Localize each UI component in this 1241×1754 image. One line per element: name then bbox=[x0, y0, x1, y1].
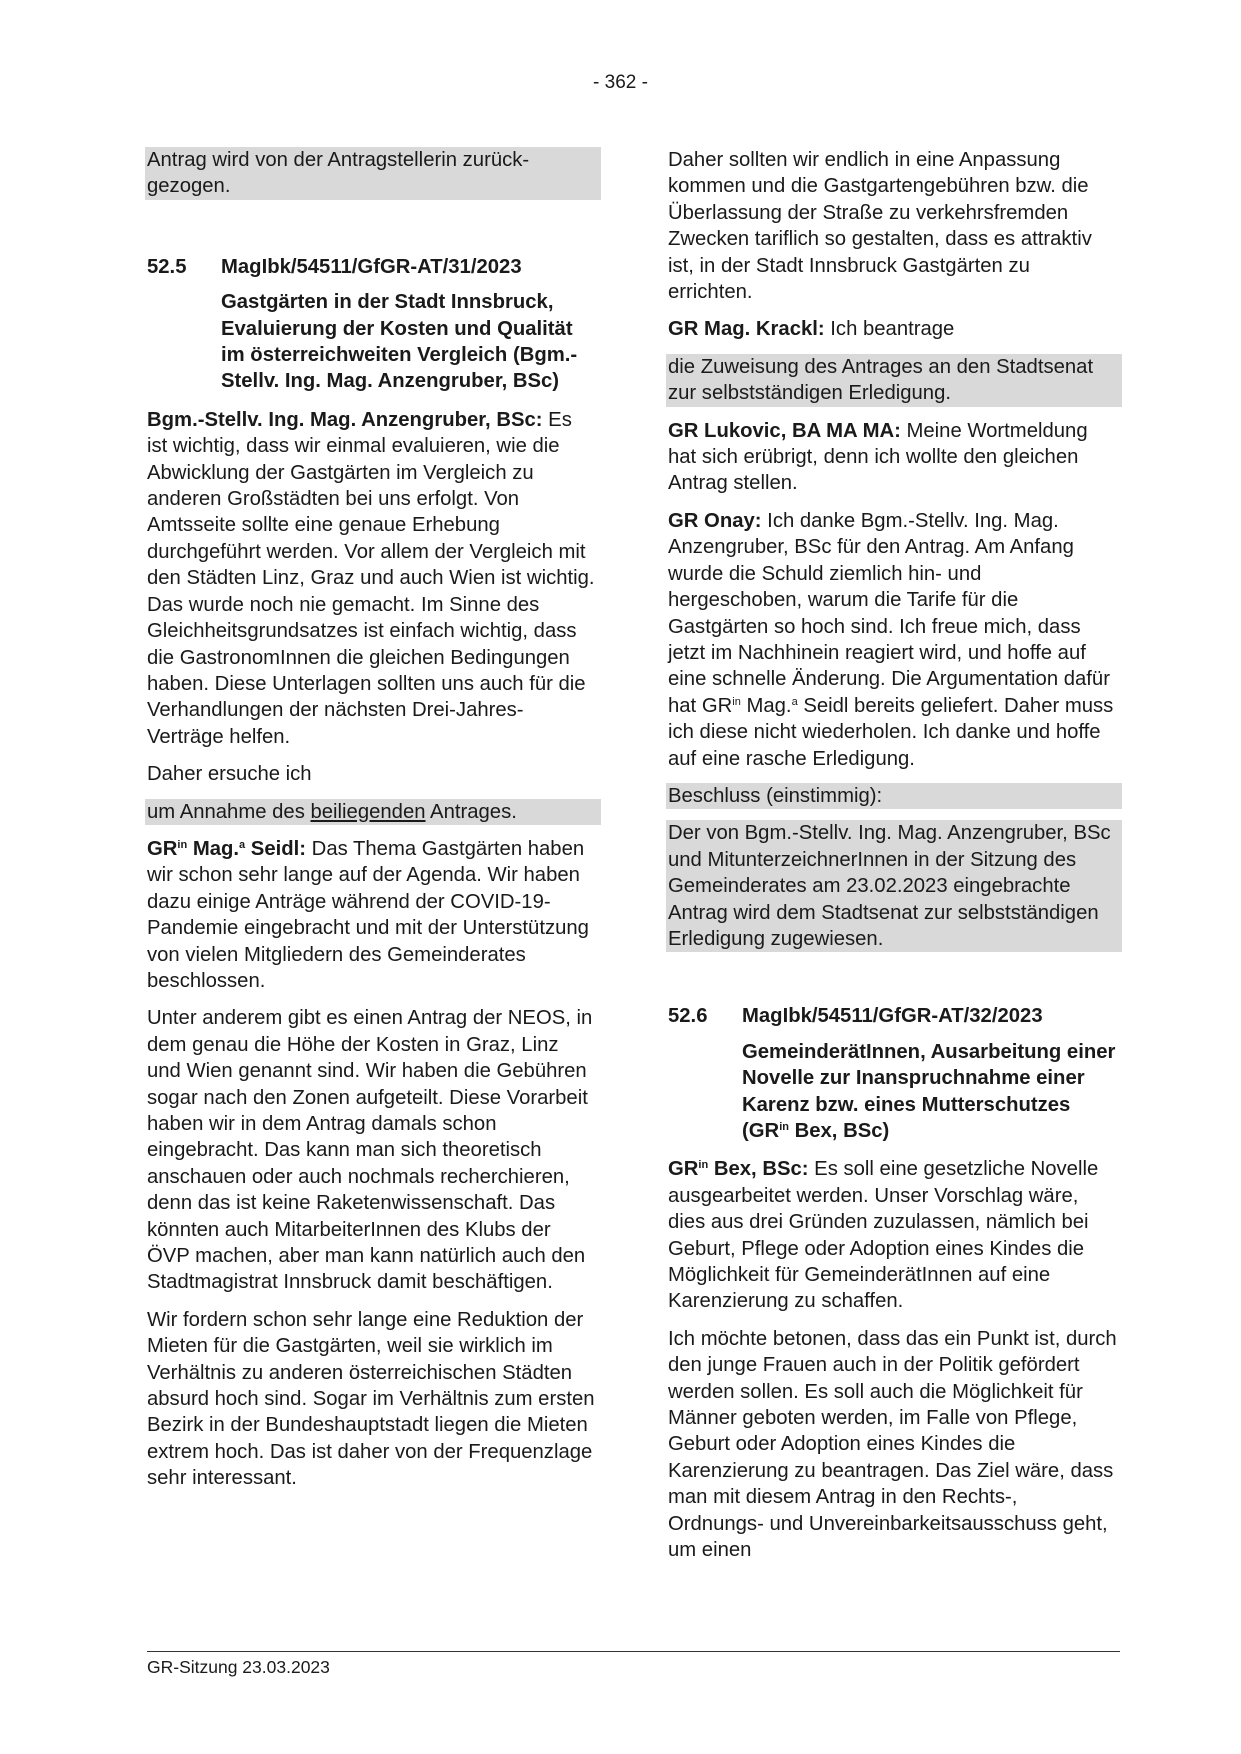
page-number: - 362 - bbox=[593, 72, 648, 93]
speech-text: Meine Wortmeldung hat sich erübrigt, denn ich wollte den gleichen Antrag stellen. bbox=[668, 419, 1088, 495]
resolution-label: Beschluss (einstimmig): bbox=[666, 783, 1122, 809]
speech-text: Es ist wichtig, dass wir einmal evaluieren, wie die Abwicklung der Gastgärten im Vergleich zu anderen Großstädten bei uns erfolgt. Von Amtsseite sollte eine genaue Erhebung durchgeführt werden. Vor allem der Vergleich mit den Städten Linz, Graz und auch Wien ist wichtig. Das wurde noch nie gemacht. Im Sinne des Gleichheitsgrundsatzes ist einfach wichtig, dass die GastronomInnen die gleichen Bedingungen haben. Diese Unterlagen sollten uns auch für die Verhandlungen der nächsten Drei-Jahres-Verträge helfen. bbox=[147, 408, 595, 748]
speech-krackl bbox=[668, 316, 1118, 342]
item-code: MagIbk/54511/GfGR-AT/31/2023 bbox=[221, 255, 522, 278]
speaker-name: GR Onay: bbox=[668, 509, 762, 532]
attachment-reference: beiliegenden bbox=[310, 800, 426, 823]
item-number: 52.5 bbox=[147, 255, 187, 278]
speech-lukovic bbox=[668, 418, 1118, 497]
item-52-6-heading bbox=[668, 1003, 1118, 1029]
speaker-name: Bgm.-Stellv. Ing. Mag. Anzengruber, BSc: bbox=[147, 408, 543, 431]
speaker-name: $GR^{in}$ Bex, BSc: bbox=[668, 1158, 809, 1181]
left-column bbox=[147, 147, 597, 1503]
speech-paragraph: Daher sollten wir endlich in eine Anpassung kommen und die Gastgartengebühren bzw. die Überlassung der Straße zu verkehrsfremden Zwecken tariflich so gestalten, dass es attraktiv ist, in der Stadt Innsbruck Gastgärten zu errichten. bbox=[668, 149, 1092, 304]
speaker-name: GR Lukovic, BA MA MA: bbox=[668, 419, 901, 442]
speaker-name: GR Mag. Krackl: bbox=[668, 318, 825, 341]
resolution-text: Der von Bgm.-Stellv. Ing. Mag. Anzengruber, BSc und MitunterzeichnerInnen in der Sitzung des Gemeinderates am 23.02.2023 eingebrachte Antrag wird dem Stadtsenat zur selbstständigen Erledigung zugewiesen. bbox=[666, 820, 1122, 952]
speech-paragraph: Ich möchte betonen, dass das ein Punkt ist, durch den junge Frauen auch in der Politik gefördert werden sollen. Es soll auch die Möglichkeit für Männer geboten werden, im Falle von Pflege, Geburt oder Adoption eines Kindes die Karenzierung zu beantragen. Das Ziel wäre, dass man mit diesem Antrag in den Rechts-, Ordnungs- und Unvereinbarkeitsausschuss geht, um einen bbox=[668, 1327, 1117, 1562]
krackl-motion: die Zuweisung des Antrages an den Stadtsenat zur selbstständigen Erledigung. bbox=[666, 354, 1122, 407]
speech-text: Es soll eine gesetzliche Novelle ausgearbeitet werden. Unser Vorschlag wäre, dies aus drei Gründen zuzulassen, nämlich bei Geburt, Pflege oder Adoption eines Kindes die Möglichkeit für GemeinderätInnen auf eine Karenzierung zu schaffen. bbox=[668, 1158, 1099, 1313]
request-motion: um Annahme des beiliegenden Antrages. bbox=[145, 799, 601, 825]
item-52-5-heading bbox=[147, 254, 597, 280]
item-title: GemeinderätInnen, Ausarbeitung einer Novelle zur Inanspruchnahme einer Karenz bzw. eines Mutterschutzes ($GR^{in}$ Bex, BSc) bbox=[742, 1040, 1116, 1142]
footer-divider bbox=[147, 1651, 1120, 1652]
item-number: 52.6 bbox=[668, 1005, 708, 1028]
speech-bex bbox=[668, 1156, 1118, 1314]
speech-anzengruber bbox=[147, 407, 597, 750]
speech-text: Das Thema Gastgärten haben wir schon sehr lange auf der Agenda. Wir haben dazu einige Anträge während der COVID-19-Pandemie eingebracht und mit der Unterstützung von vielen Mitgliedern des Gemeinderates beschlossen. bbox=[147, 837, 589, 992]
speech-onay: GR Onay: Ich danke Bgm.-Stellv. Ing. Mag. Anzengruber, BSc für den Antrag. Am Anfang wurde die Schuld ziemlich hin- und hergeschoben, warum die Tarife für die Gastgärten so hoch sind. Ich freue mich, dass jetzt im Nachhinein reagiert wird, und hoffe auf eine schnelle Änderung. Die Argumentation dafür hat $GR^{in}$ Mag.$^a$ Seidl bereits geliefert. Daher muss ich diese nicht wiederholen. Ich danke und hoffe auf eine rasche Erledigung. bbox=[668, 509, 1114, 770]
speaker-name: $GR^{in}$ Mag.$^a$ Seidl: bbox=[147, 837, 307, 860]
speech-seidl bbox=[147, 836, 597, 994]
speech-paragraph: Unter anderem gibt es einen Antrag der NEOS, in dem genau die Höhe der Kosten in Graz, Linz und Wien genannt sind. Wir haben die Gebühren sogar nach den Zonen aufgeteilt. Diese Vorarbeit haben wir in dem Antrag damals schon eingebracht. Das kann man sich theoretisch anschauen oder auch nochmals recherchieren, denn das ist keine Raketenwissenschaft. Das könnten auch MitarbeiterInnen des Klubs der ÖVP machen, aber man kann natürlich auch den Stadtmagistrat Innsbruck damit beschäftigen. bbox=[147, 1007, 593, 1294]
item-code: MagIbk/54511/GfGR-AT/32/2023 bbox=[742, 1005, 1043, 1028]
request-intro: Daher ersuche ich bbox=[147, 763, 312, 786]
withdrawn-note: Antrag wird von der Antragstellerin zurückgezogen. bbox=[145, 147, 601, 200]
speech-text: Ich beantrage bbox=[824, 318, 955, 341]
right-column bbox=[668, 147, 1118, 1575]
speech-paragraph: Wir fordern schon sehr lange eine Reduktion der Mieten für die Gastgärten, weil sie wirklich im Verhältnis zu anderen österreichischen Städten absurd hoch sind. Sogar im Verhältnis zum ersten Bezirk in der Bundeshauptstadt liegen die Mieten extrem hoch. Das ist daher von der Frequenzlage sehr interessant. bbox=[147, 1308, 595, 1490]
footer-session: GR-Sitzung 23.03.2023 bbox=[147, 1657, 330, 1677]
item-title: Gastgärten in der Stadt Innsbruck, Evaluierung der Kosten und Qualität im österreichweiten Vergleich (Bgm.-Stellv. Ing. Mag. Anzengruber, BSc) bbox=[221, 291, 578, 393]
